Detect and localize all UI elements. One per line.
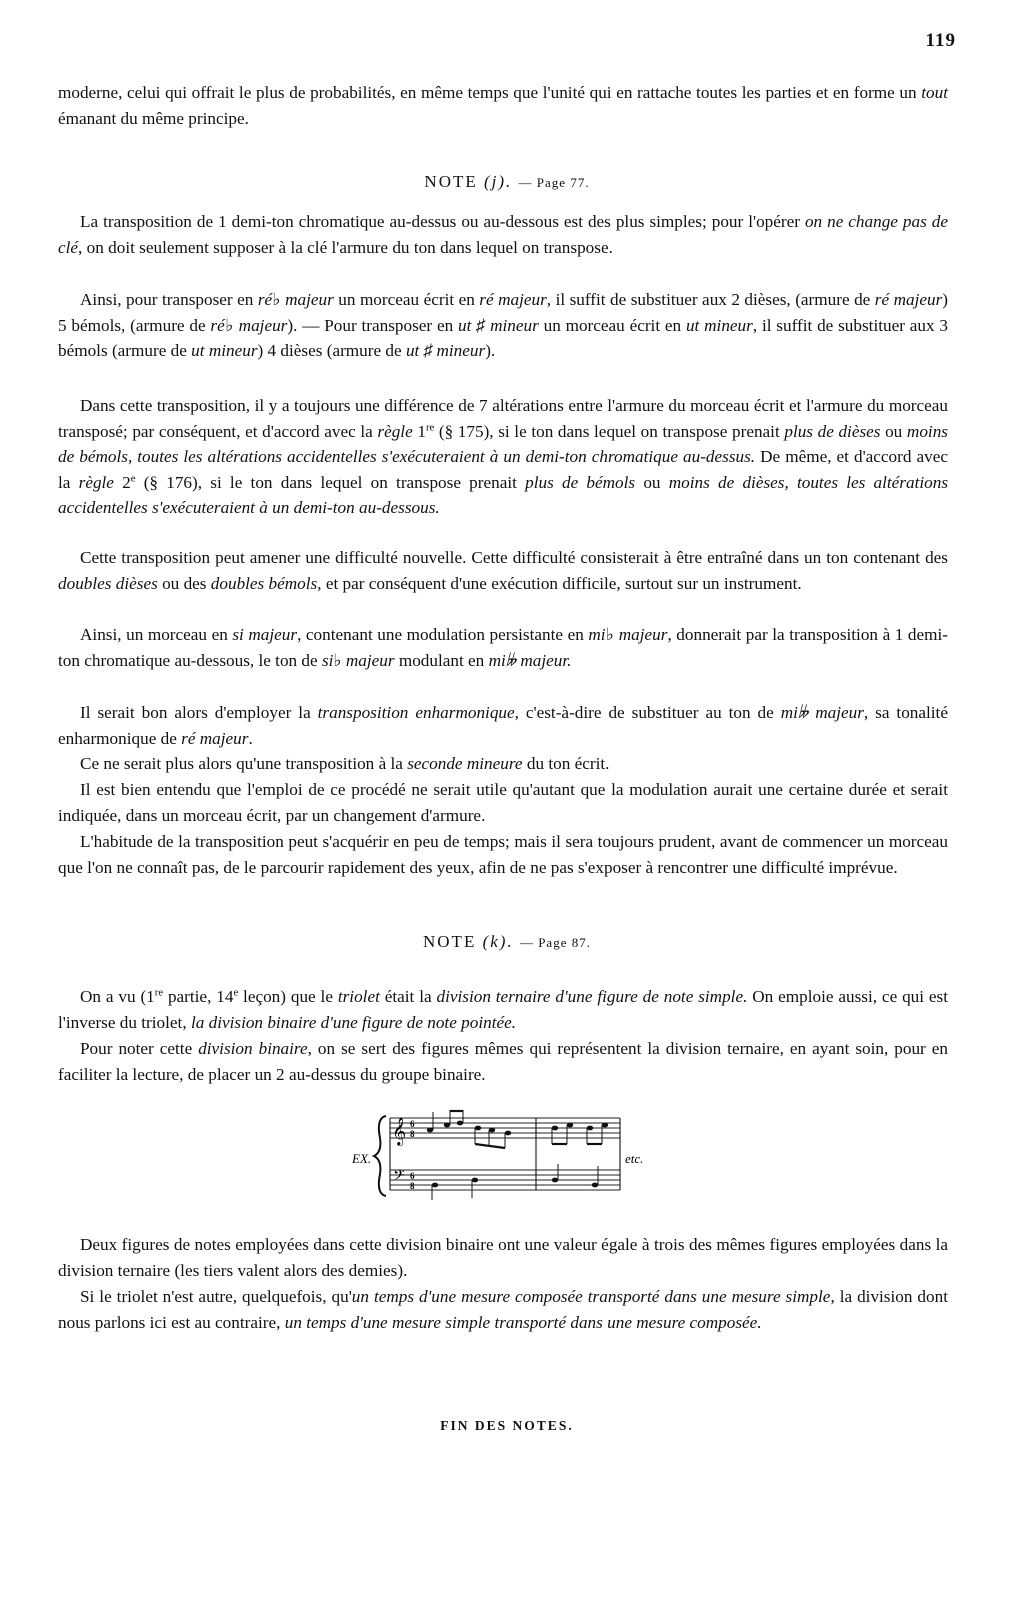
- text: , contenant une modulation persistante en: [297, 625, 589, 644]
- emphasis: triolet: [337, 987, 380, 1006]
- emphasis: ré♭ majeur: [210, 315, 288, 335]
- svg-text:6: 6: [410, 1171, 415, 1181]
- bass-staff: [390, 1170, 620, 1190]
- emphasis: la division binaire d'une figure de note pointée.: [190, 1012, 517, 1032]
- text: émanant du même principe.: [58, 108, 249, 128]
- text: ) 4 dièses (armure de: [257, 341, 406, 360]
- superscript: re: [425, 421, 435, 433]
- text: , la division dont nous parlons ici est au contraire,: [58, 1287, 948, 1332]
- emphasis: seconde mineure: [407, 754, 523, 773]
- text: partie, 14: [163, 987, 234, 1006]
- text: La transposition de 1 demi-ton chromatique au-dessus ou au-dessous est des plus simples; pour l'opérer: [80, 212, 805, 231]
- text: , donnerait par la transposition à 1 demi-ton chromatique au-dessous, le ton de: [58, 625, 948, 670]
- note-letter: (k).: [482, 932, 514, 951]
- text: (§ 176), si le ton dans lequel on transpose prenait: [135, 472, 526, 492]
- note-k-heading: [0, 932, 1014, 952]
- note-j-paragraph-1: [58, 209, 948, 260]
- note-k-paragraph-3: Deux figures de notes employées dans cette division binaire ont une valeur égale à trois des mêmes figures employées dans la division ternaire (les tiers valent alors des demies).: [58, 1235, 948, 1280]
- emphasis: moins de dièses, toutes les altérations accidentelles s'exécuteraient à un demi-ton au-dessous.: [58, 472, 949, 517]
- note-j-paragraph-4: [58, 545, 948, 596]
- text: un morceau écrit en: [538, 315, 686, 335]
- emphasis: doubles dièses: [58, 573, 158, 593]
- emphasis: règle: [78, 472, 114, 492]
- text: , il suffit de substituer aux 2 dièses, (armure de: [546, 290, 875, 309]
- text: Dans cette transposition, il y a toujours une différence de 7 altérations entre l'armure du morceau écrit et l'armure du morceau transposé; par conséquent, et d'accord avec la: [58, 396, 948, 441]
- note-k-paragraph-4: [58, 1284, 948, 1335]
- text: (§ 175), si le ton dans lequel on transpose prenait: [434, 421, 785, 441]
- emphasis: division ternaire d'une figure de note simple.: [436, 987, 748, 1006]
- text: , on se sert des figures mêmes qui représentent la division ternaire, en ayant soin, pour en faciliter la lecture, de placer un 2 au-dessus du groupe binaire.: [58, 1039, 948, 1084]
- emphasis: ré majeur: [874, 290, 943, 309]
- emphasis: ré majeur: [181, 728, 249, 748]
- text: 1: [412, 421, 426, 441]
- emphasis: tout: [921, 83, 948, 102]
- note-title: NOTE: [424, 172, 478, 191]
- svg-text:8: 8: [410, 1129, 415, 1139]
- note-letter: (j).: [484, 172, 513, 191]
- text: modulant en: [394, 650, 489, 670]
- text: Il serait bon alors d'employer la: [80, 703, 318, 722]
- text: De même, et d'accord avec la: [58, 447, 948, 492]
- superscript: e: [130, 472, 136, 484]
- text: Ainsi, pour transposer en: [80, 290, 258, 309]
- note-page-ref: — Page 77.: [518, 175, 590, 190]
- emphasis: transposition enharmonique: [317, 703, 515, 722]
- text: , sa tonalité enharmonique de: [58, 703, 948, 748]
- note-page-ref: — Page 87.: [519, 935, 591, 950]
- text: Cette transposition peut amener une difficulté nouvelle. Cette difficulté consisterait à être entraîné dans un ton contenant des: [80, 548, 948, 567]
- text: ou: [880, 421, 907, 441]
- emphasis: mi𝄫 majeur: [780, 703, 864, 722]
- emphasis: moins de bémols, toutes les altérations accidentelles s'exécuteraient à un demi-ton chromatique au-dessus.: [58, 421, 948, 466]
- emphasis: un temps d'une mesure composée transporté dans une mesure simple: [351, 1287, 831, 1306]
- emphasis: règle: [377, 421, 413, 441]
- note-k-paragraph-1: [58, 984, 948, 1035]
- brace: [374, 1116, 386, 1196]
- time-signatures: [410, 1119, 415, 1191]
- emphasis: un temps d'une mesure simple transporté dans une mesure composée.: [284, 1312, 762, 1332]
- svg-text:6: 6: [410, 1119, 415, 1129]
- emphasis: ut ♯ mineur: [405, 341, 486, 360]
- note-j-paragraph-9: L'habitude de la transposition peut s'acquérir en peu de temps; mais il sera toujours prudent, avant de commencer un morceau que l'on ne connaît pas, de le parcourir rapidement des yeux, afin de ne pas s'exposer à rencontrer une difficulté imprévue.: [58, 832, 948, 877]
- emphasis: plus de bémols: [525, 472, 636, 492]
- superscript: re: [154, 987, 164, 999]
- text: On a vu (1: [80, 987, 155, 1006]
- page-number: 119: [925, 30, 956, 51]
- note-j-paragraph-6: [58, 700, 948, 751]
- emphasis: ré majeur: [479, 290, 547, 309]
- text: Pour noter cette: [80, 1039, 199, 1058]
- intro-paragraph: [58, 80, 948, 131]
- emphasis: on ne change pas de clé: [58, 212, 948, 257]
- text: ).: [485, 341, 496, 360]
- emphasis: plus de dièses: [784, 421, 881, 441]
- example-label: EX.: [352, 1151, 372, 1166]
- note-j-paragraph-3: [58, 393, 948, 521]
- text: , il suffit de substituer aux 3 bémols (armure de: [58, 315, 948, 360]
- emphasis: ut mineur: [191, 341, 258, 360]
- bass-clef-icon: 𝄢: [393, 1167, 405, 1188]
- svg-text:8: 8: [410, 1181, 415, 1191]
- text: ) 5 bémols, (armure de: [58, 290, 949, 335]
- emphasis: ré♭ majeur: [257, 290, 334, 309]
- text: 2: [113, 472, 131, 492]
- treble-clef-icon: 𝄞: [392, 1117, 407, 1145]
- emphasis: si majeur: [232, 625, 298, 644]
- bass-notes: [432, 1164, 598, 1200]
- text: , c'est-à-dire de substituer au ton de: [514, 703, 781, 722]
- text: Ce ne serait plus alors qu'une transposition à la: [80, 754, 408, 773]
- note-j-paragraph-5: [58, 622, 948, 673]
- text: du ton écrit.: [522, 754, 610, 773]
- text: , et par conséquent d'une exécution difficile, surtout sur un instrument.: [317, 573, 802, 593]
- text: ). — Pour transposer en: [287, 315, 458, 335]
- text: leçon) que le: [238, 987, 338, 1006]
- text: , on doit seulement supposer à la clé l'armure du ton dans lequel on transpose.: [78, 237, 613, 257]
- example-etc: etc.: [625, 1151, 644, 1166]
- emphasis: ut mineur: [685, 315, 753, 335]
- emphasis: si♭ majeur: [321, 650, 395, 670]
- text: moderne, celui qui offrait le plus de probabilités, en même temps que l'unité qui en rattache toutes les parties et en forme un: [58, 83, 922, 102]
- text: On emploie aussi, ce qui est l'inverse du triolet,: [58, 987, 948, 1032]
- note-j-paragraph-8: Il est bien entendu que l'emploi de ce procédé ne serait utile qu'autant que la modulation aurait une certaine durée et serait indiquée, dans un morceau écrit, par un changement d'armure.: [58, 780, 948, 825]
- emphasis: division binaire: [198, 1039, 308, 1058]
- music-example: [350, 1108, 680, 1203]
- note-k-paragraph-2: [58, 1036, 948, 1087]
- note-title: NOTE: [423, 932, 477, 951]
- text: ou des: [157, 573, 211, 593]
- text: était la: [379, 987, 437, 1006]
- treble-notes: [427, 1110, 608, 1148]
- emphasis: mi𝄫 majeur.: [488, 650, 572, 670]
- emphasis: ut ♯ mineur: [457, 315, 539, 335]
- note-j-heading: [0, 172, 1014, 192]
- text: .: [248, 728, 253, 748]
- emphasis: doubles bémols: [210, 573, 318, 593]
- note-j-paragraph-2: [58, 287, 948, 364]
- text: Si le triolet n'est autre, quelquefois, qu': [80, 1287, 352, 1306]
- end-of-notes: FIN DES NOTES.: [440, 1418, 574, 1433]
- barlines: [390, 1118, 620, 1190]
- superscript: e: [233, 987, 239, 999]
- emphasis: mi♭ majeur: [588, 625, 668, 644]
- text: Ainsi, un morceau en: [80, 625, 233, 644]
- note-j-paragraph-7: [58, 751, 948, 777]
- text: ou: [635, 472, 669, 492]
- text: un morceau écrit en: [333, 290, 480, 309]
